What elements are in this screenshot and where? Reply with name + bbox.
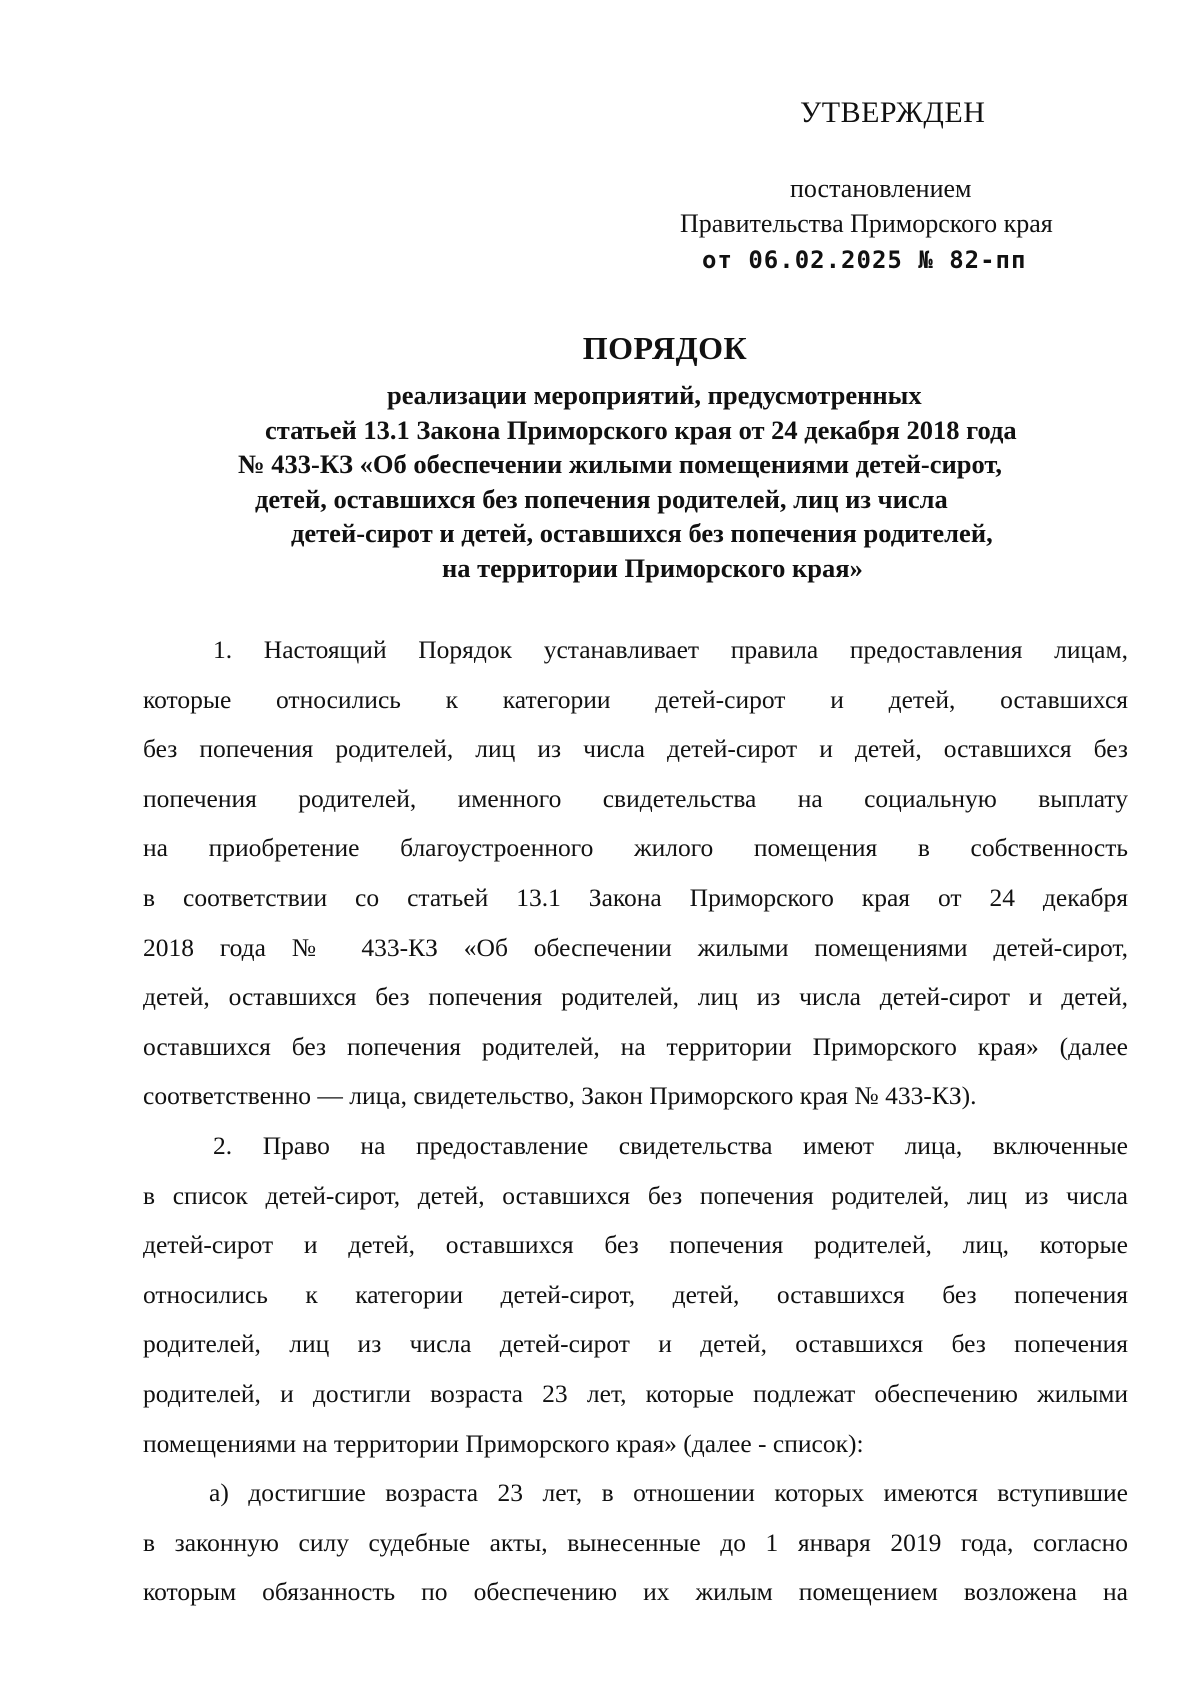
text-line: родителей, лиц из числа детей-сирот и детей, оставшихся без попечения bbox=[143, 1329, 1128, 1359]
paragraph-2a bbox=[143, 1468, 1128, 1617]
text-line: 2. Право на предоставление свидетельства имеют лица, включенные bbox=[213, 1130, 1128, 1160]
text-line: а) достигшие возраста 23 лет, в отношении которых имеются вступившие bbox=[209, 1478, 1128, 1508]
approval-date-number-stamp: от 06.02.2025 № 82-пп bbox=[702, 246, 1027, 274]
text-line: детей, оставшихся без попечения родителей, лиц из числа детей-сирот и детей, bbox=[143, 982, 1128, 1012]
subtitle-line: детей-сирот и детей, оставшихся без попечения родителей, bbox=[291, 518, 993, 548]
text-line: в список детей-сирот, детей, оставшихся без попечения родителей, лиц из числа bbox=[143, 1180, 1128, 1210]
subtitle-line: № 433-КЗ «Об обеспечении жилыми помещениями детей-сирот, bbox=[238, 449, 1003, 479]
approved-heading: УТВЕРЖДЕН bbox=[800, 96, 986, 129]
text-line: родителей, и достигли возраста 23 лет, которые подлежат обеспечению жилыми bbox=[143, 1378, 1128, 1408]
text-line: которые относились к категории детей-сирот и детей, оставшихся bbox=[143, 684, 1128, 714]
text-line: попечения родителей, именного свидетельства на социальную выплату bbox=[143, 783, 1128, 813]
document-subtitle bbox=[0, 378, 1200, 585]
paragraph-1 bbox=[143, 625, 1128, 1121]
text-line: соответственно — лица, свидетельство, Закон Приморского края № 433-КЗ). bbox=[143, 1081, 977, 1111]
document-title: ПОРЯДОК bbox=[582, 330, 748, 366]
text-line: на приобретение благоустроенного жилого помещения в собственность bbox=[143, 833, 1128, 863]
subtitle-line: на территории Приморского края» bbox=[442, 552, 863, 583]
text-line: которым обязанность по обеспечению их жилым помещением возложена на bbox=[143, 1577, 1128, 1607]
text-line: без попечения родителей, лиц из числа детей-сирот и детей, оставшихся без bbox=[143, 734, 1128, 764]
text-line: в законную силу судебные акты, вынесенные до 1 января 2019 года, согласно bbox=[143, 1527, 1128, 1557]
subtitle-line: детей, оставшихся без попечения родителей, лиц из числа bbox=[255, 483, 948, 514]
subtitle-line: реализации мероприятий, предусмотренных bbox=[387, 380, 922, 410]
paragraph-2 bbox=[143, 1121, 1128, 1468]
approval-line-government: Правительства Приморского края bbox=[680, 209, 1053, 238]
text-line: относились к категории детей-сирот, детей, оставшихся без попечения bbox=[143, 1279, 1128, 1309]
text-line: 2018 года № 433-КЗ «Об обеспечении жилыми помещениями детей-сирот, bbox=[143, 932, 1128, 962]
approval-line-resolution: постановлением bbox=[790, 174, 972, 203]
document-body bbox=[143, 625, 1128, 1617]
text-line: помещениями на территории Приморского края» (далее - список): bbox=[143, 1428, 864, 1458]
text-line: 1. Настоящий Порядок устанавливает правила предоставления лицам, bbox=[213, 635, 1128, 664]
text-line: оставшихся без попечения родителей, на территории Приморского края» (далее bbox=[143, 1031, 1128, 1061]
subtitle-line: статьей 13.1 Закона Приморского края от 24 декабря 2018 года bbox=[265, 414, 1017, 445]
text-line: в соответствии со статьей 13.1 Закона Приморского края от 24 декабря bbox=[143, 882, 1128, 912]
text-line: детей-сирот и детей, оставшихся без попечения родителей, лиц, которые bbox=[143, 1230, 1128, 1260]
